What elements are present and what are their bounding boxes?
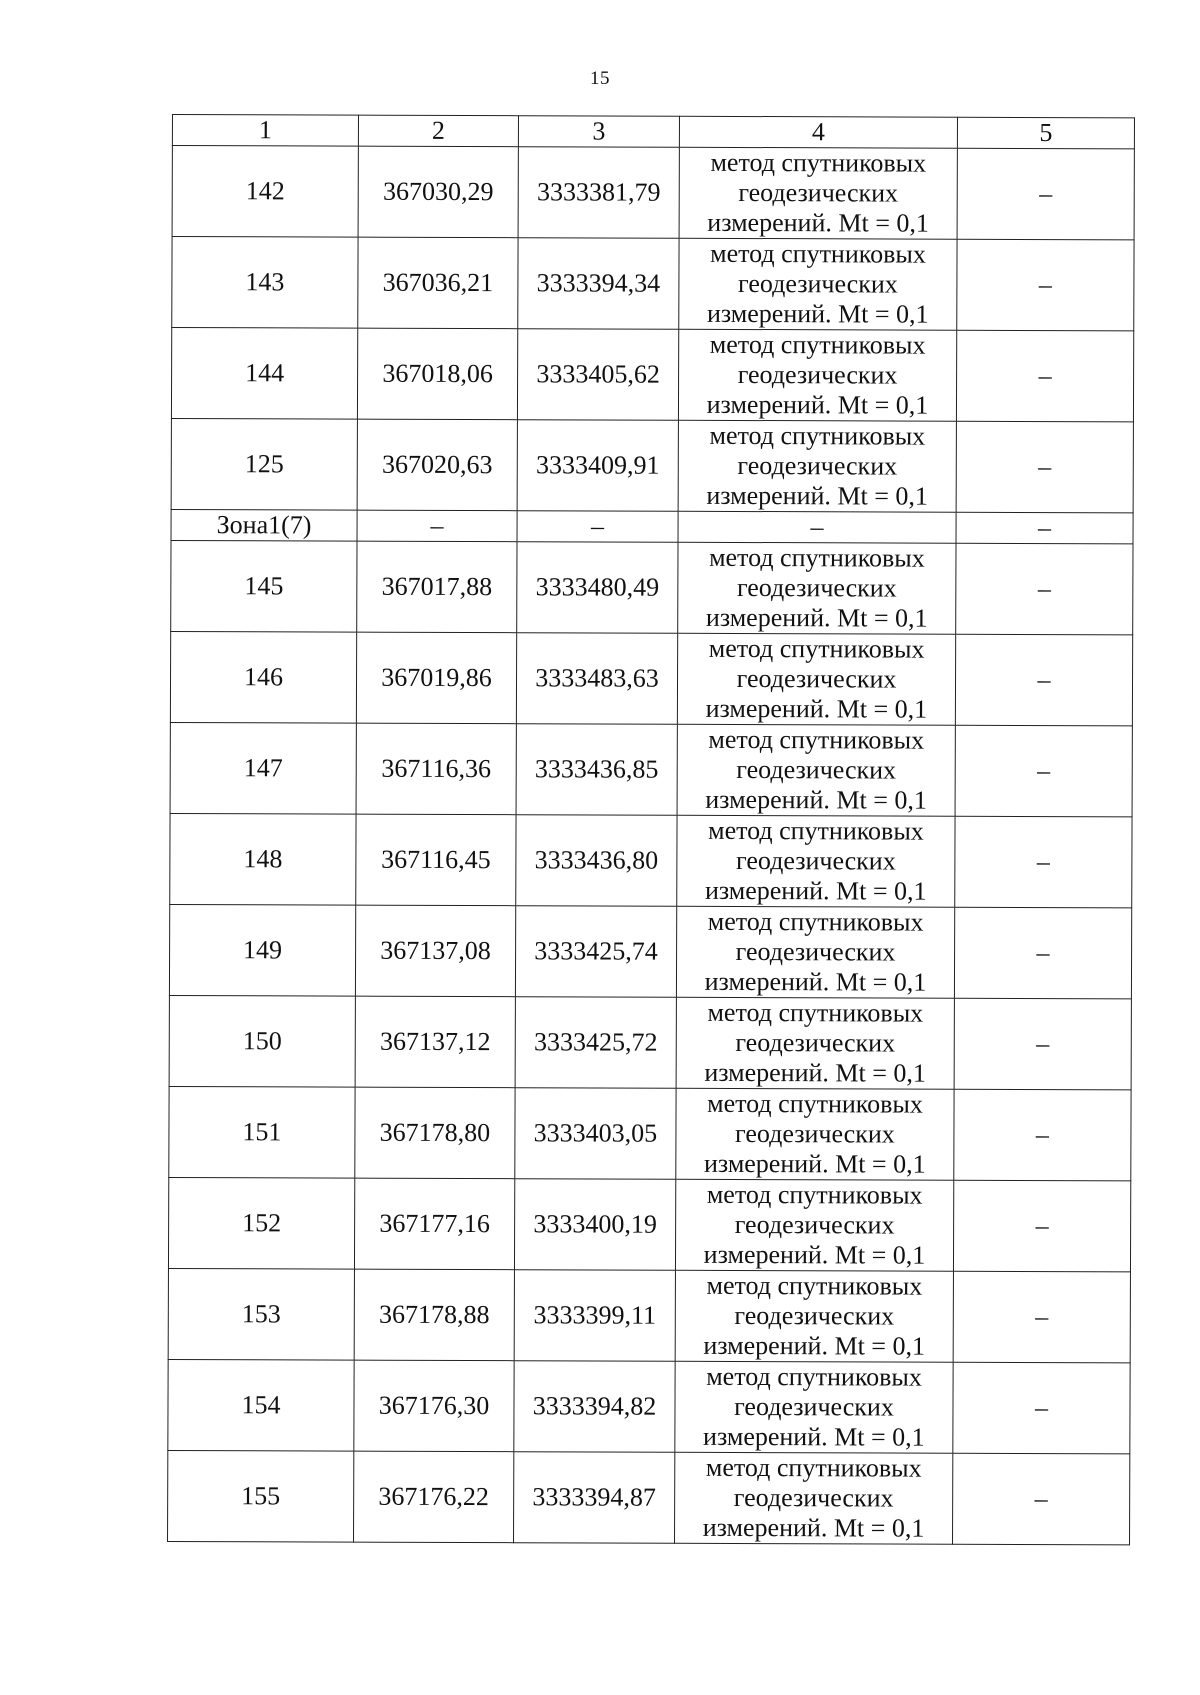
- cell-x: –: [357, 510, 517, 542]
- method-line: метод спутниковых: [709, 329, 926, 360]
- cell-y: 3333436,85: [516, 724, 677, 816]
- cell-note: –: [953, 1180, 1130, 1272]
- method-line: геодезических: [735, 1027, 896, 1058]
- page-number: 15: [590, 68, 610, 89]
- method-line: геодезических: [736, 572, 897, 603]
- table-row: [170, 722, 1132, 816]
- table-row: [169, 995, 1131, 1089]
- cell-x: 367030,29: [358, 146, 518, 238]
- cell-method: [675, 1452, 953, 1544]
- point-number: 142: [172, 146, 358, 238]
- method-line: геодезических: [738, 177, 899, 208]
- cell-y: 3333399,11: [514, 1270, 675, 1362]
- table-row: [169, 1086, 1131, 1180]
- point-number: 152: [168, 1177, 354, 1269]
- cell-method: [676, 906, 954, 998]
- method-line: геодезических: [737, 450, 898, 481]
- method-line: измерений. Mt = 0,1: [703, 1239, 926, 1270]
- point-number: 143: [172, 237, 358, 329]
- point-number: 151: [169, 1086, 355, 1178]
- method-line: метод спутниковых: [709, 542, 925, 573]
- coordinates-table: [167, 114, 1135, 1545]
- cell-y: 3333394,34: [518, 238, 679, 330]
- method-line: метод спутниковых: [707, 906, 924, 937]
- cell-note: –: [954, 1089, 1131, 1181]
- method-line: метод спутниковых: [708, 724, 925, 755]
- method-line: метод спутниковых: [710, 238, 926, 269]
- point-number: 144: [171, 328, 357, 420]
- cell-x: 367176,30: [354, 1360, 514, 1452]
- cell-y: 3333425,74: [515, 906, 676, 998]
- method-line: геодезических: [734, 1391, 894, 1422]
- method-line: измерений. Mt = 0,1: [705, 693, 928, 724]
- method-line: метод спутниковых: [707, 997, 924, 1028]
- cell-x: 367137,08: [355, 905, 515, 997]
- cell-y: 3333381,79: [518, 147, 679, 239]
- cell-method: [677, 633, 955, 725]
- method-line: геодезических: [736, 754, 897, 785]
- cell-note: –: [953, 1453, 1130, 1545]
- method-line: метод спутниковых: [709, 420, 926, 451]
- point-number: 147: [170, 722, 356, 814]
- cell-y: 3333403,05: [515, 1088, 676, 1180]
- cell-method: [675, 1270, 953, 1362]
- method-line: метод спутниковых: [707, 1088, 923, 1119]
- point-number: 153: [168, 1268, 354, 1360]
- cell-y: 3333400,19: [514, 1179, 675, 1271]
- table-body: [168, 115, 1135, 1545]
- method-line: метод спутниковых: [706, 1270, 923, 1301]
- method-line: геодезических: [737, 359, 898, 390]
- cell-y: 3333425,72: [515, 997, 676, 1089]
- method-line: геодезических: [736, 663, 897, 694]
- point-number: 146: [170, 631, 356, 723]
- point-number: 145: [171, 540, 357, 632]
- point-number: 125: [171, 418, 357, 510]
- cell-y: 3333394,87: [514, 1452, 675, 1544]
- method-line: измерений. Mt = 0,1: [706, 389, 929, 420]
- method-line: геодезических: [735, 1118, 895, 1149]
- column-header-5: 5: [957, 117, 1134, 149]
- table-row: [172, 146, 1134, 240]
- column-header-3: 3: [518, 116, 679, 148]
- cell-method: [676, 997, 954, 1089]
- method-line: геодезических: [734, 1300, 895, 1331]
- cell-x: 367018,06: [357, 328, 517, 420]
- cell-method: [675, 1361, 953, 1453]
- cell-method: [679, 238, 957, 330]
- cell-note: –: [953, 1271, 1130, 1363]
- cell-x: 367116,36: [356, 723, 516, 815]
- table-row: [171, 328, 1133, 422]
- method-line: метод спутниковых: [706, 1179, 923, 1210]
- table-row: [169, 904, 1131, 998]
- cell-x: 367020,63: [357, 419, 517, 511]
- cell-x: 367116,45: [356, 814, 516, 906]
- cell-method: [679, 147, 957, 239]
- method-line: метод спутниковых: [708, 633, 925, 664]
- cell-x: 367178,88: [354, 1269, 514, 1361]
- method-line: измерений. Mt = 0,1: [704, 875, 927, 906]
- method-line: геодезических: [735, 845, 896, 876]
- cell-y: 3333409,91: [517, 420, 678, 512]
- cell-note: –: [957, 239, 1134, 331]
- column-header-1: 1: [172, 115, 358, 147]
- cell-note: –: [956, 421, 1133, 513]
- cell-method: [676, 1088, 954, 1180]
- method-line: геодезических: [734, 1209, 895, 1240]
- table-row: [168, 1268, 1130, 1362]
- point-number: 150: [169, 995, 355, 1087]
- cell-note: –: [956, 543, 1133, 635]
- cell-y: 3333394,82: [514, 1361, 675, 1453]
- cell-note: –: [953, 1362, 1130, 1454]
- zone-label: Зона1(7): [171, 509, 357, 541]
- method-line: метод спутниковых: [705, 1452, 922, 1483]
- method-line: измерений. Mt = 0,1: [707, 207, 929, 238]
- method-line: геодезических: [735, 936, 896, 967]
- table-row: [168, 1177, 1130, 1271]
- method-line: измерений. Mt = 0,1: [706, 298, 929, 329]
- cell-note: –: [956, 512, 1133, 544]
- cell-x: 367017,88: [357, 541, 517, 633]
- cell-method: [677, 815, 955, 907]
- method-line: измерений. Mt = 0,1: [706, 480, 929, 511]
- method-line: измерений. Mt = 0,1: [703, 1148, 926, 1179]
- table-row: [170, 631, 1132, 725]
- method-line: измерений. Mt = 0,1: [703, 1330, 926, 1361]
- table-row: [170, 813, 1132, 907]
- table-row: [168, 1450, 1130, 1544]
- method-line: метод спутниковых: [706, 1361, 922, 1392]
- cell-y: 3333480,49: [517, 542, 678, 634]
- cell-y: –: [517, 511, 678, 543]
- point-number: 155: [168, 1450, 354, 1542]
- cell-note: –: [955, 725, 1132, 817]
- column-header-2: 2: [358, 115, 518, 147]
- cell-x: 367176,22: [354, 1451, 514, 1543]
- cell-method: [677, 724, 955, 816]
- cell-method: [675, 1179, 953, 1271]
- table-header-row: [172, 115, 1134, 149]
- point-number: 154: [168, 1359, 354, 1451]
- cell-method: [678, 542, 956, 634]
- cell-y: 3333436,80: [516, 815, 677, 907]
- method-line: геодезических: [737, 268, 898, 299]
- column-header-4: 4: [679, 116, 957, 148]
- method-line: измерений. Mt = 0,1: [702, 1512, 925, 1543]
- cell-note: –: [957, 148, 1134, 240]
- zone-row: [171, 509, 1133, 543]
- cell-note: –: [955, 816, 1132, 908]
- point-number: 149: [169, 904, 355, 996]
- method-line: измерений. Mt = 0,1: [704, 966, 927, 997]
- method-line: геодезических: [733, 1482, 894, 1513]
- table-row: [168, 1359, 1130, 1453]
- cell-note: –: [955, 634, 1132, 726]
- cell-note: –: [954, 907, 1131, 999]
- method-line: измерений. Mt = 0,1: [703, 1421, 925, 1452]
- table-row: [172, 237, 1134, 331]
- cell-method: [678, 420, 956, 512]
- cell-x: 367019,86: [356, 632, 516, 724]
- cell-x: 367036,21: [358, 237, 518, 329]
- cell-x: 367137,12: [355, 996, 515, 1088]
- point-number: 148: [170, 813, 356, 905]
- cell-note: –: [956, 330, 1133, 422]
- cell-y: 3333483,63: [516, 633, 677, 725]
- cell-method: –: [678, 511, 956, 543]
- cell-x: 367178,80: [355, 1087, 515, 1179]
- cell-y: 3333405,62: [517, 329, 678, 421]
- cell-note: –: [954, 998, 1131, 1090]
- method-line: метод спутниковых: [708, 815, 924, 846]
- table-row: [171, 540, 1133, 634]
- method-line: метод спутниковых: [710, 147, 927, 178]
- method-line: измерений. Mt = 0,1: [705, 602, 928, 633]
- table-row: [171, 418, 1133, 512]
- method-line: измерений. Mt = 0,1: [704, 1057, 927, 1088]
- cell-x: 367177,16: [354, 1178, 514, 1270]
- cell-method: [678, 329, 956, 421]
- method-line: измерений. Mt = 0,1: [705, 784, 927, 815]
